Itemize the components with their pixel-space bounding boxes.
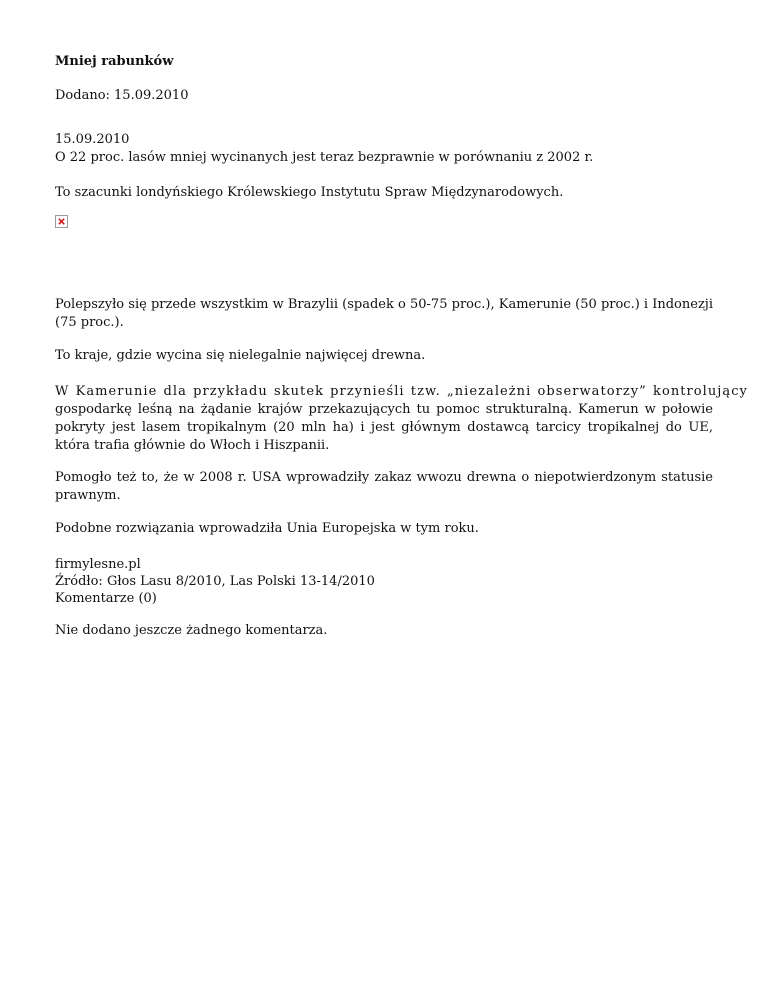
article-date: 15.09.2010 <box>55 132 130 147</box>
footer-site: firmylesne.pl <box>55 557 141 572</box>
no-comments-message: Nie dodano jeszcze żadnego komentarza. <box>55 623 328 638</box>
added-date: Dodano: 15.09.2010 <box>55 88 189 103</box>
paragraph-countries: To kraje, gdzie wycina się nielegalnie najwięcej drewna. <box>55 348 426 363</box>
paragraph-usa: Pomogło też to, że w 2008 r. USA wprowadziły zakaz wwozu drewna o niepotwierdzonym statusie prawnym. <box>55 470 713 503</box>
article-title: Mniej rabunków <box>55 54 174 69</box>
broken-image-icon <box>55 215 68 228</box>
red-x-icon <box>58 218 65 225</box>
source-sentence: To szacunki londyńskiego Królewskiego Instytutu Spraw Międzynarodowych. <box>55 185 564 200</box>
paragraph-eu: Podobne rozwiązania wprowadziła Unia Europejska w tym roku. <box>55 521 479 536</box>
paragraph-cameroon <box>55 383 748 455</box>
footer-source: Źródło: Głos Lasu 8/2010, Las Polski 13-14/2010 <box>55 574 375 589</box>
article-lead: O 22 proc. lasów mniej wycinanych jest teraz bezprawnie w porównaniu z 2002 r. <box>55 150 594 165</box>
paragraph-brazil: Polepszyło się przede wszystkim w Brazylii (spadek o 50-75 proc.), Kamerunie (50 proc.) i Indonezji (75 proc.). <box>55 297 713 330</box>
comments-count: Komentarze (0) <box>55 591 157 606</box>
paragraph-cameroon-line1: W Kamerunie dla przykładu skutek przynieśli tzw. „niezależni obserwatorzy” kontrolujący <box>55 384 748 399</box>
paragraph-cameroon-rest: gospodarkę leśną na żądanie krajów przekazujących tu pomoc strukturalną. Kamerun w połowie pokryty jest lasem tropikalnym (20 mln ha) i jest głównym dostawcą tarcicy tropikalnej do UE, która trafia głównie do Włoch i Hiszpanii. <box>55 402 713 453</box>
